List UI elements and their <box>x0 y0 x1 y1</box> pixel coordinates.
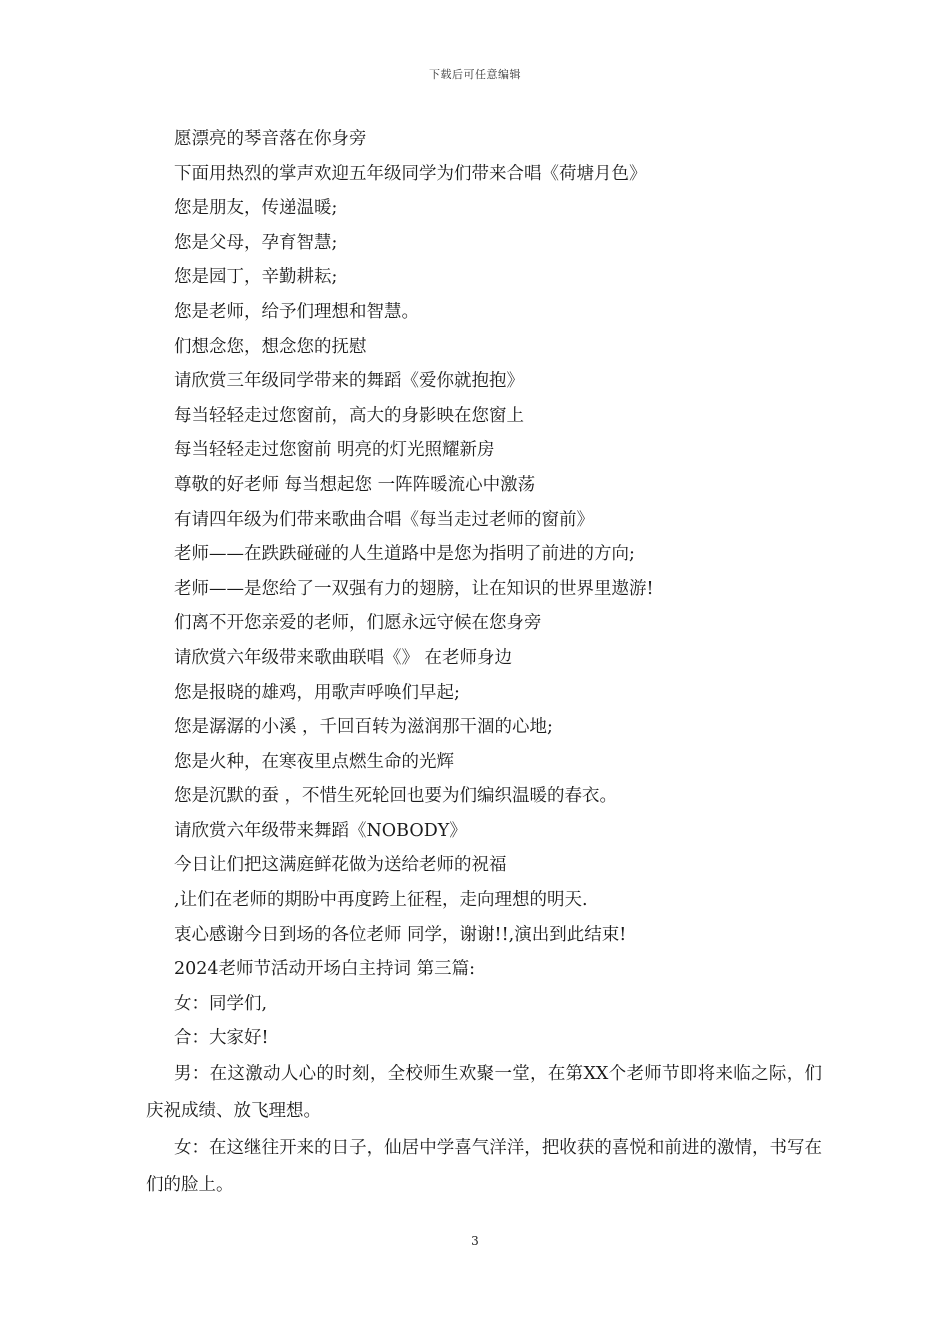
text-line: 有请四年级为们带来歌曲合唱《每当走过老师的窗前》 <box>174 509 594 530</box>
text-line: 您是老师，给予们理想和智慧。 <box>174 301 419 322</box>
text-line: 们想念您，想念您的抚慰 <box>174 336 367 357</box>
page-header: 下载后可任意编辑 <box>429 68 521 81</box>
text-line: 愿漂亮的琴音落在你身旁 <box>174 129 367 149</box>
section-heading: 2024老师节活动开场白主持词 第三篇: <box>174 959 475 980</box>
text-line: 请欣赏六年级带来歌曲联唱《》 在老师身边 <box>174 647 513 668</box>
text-line: 您是父母，孕育智慧; <box>174 232 338 253</box>
text-line: 您是报晓的雄鸡，用歌声呼唤们早起; <box>174 682 460 703</box>
text-line: 您是朋友，传递温暖; <box>174 198 338 219</box>
text-line: 今日让们把这满庭鲜花做为送给老师的祝福 <box>174 855 507 876</box>
text-line: 请欣赏三年级同学带来的舞蹈《爱你就抱抱》 <box>174 371 524 392</box>
text-paragraph: 男：在这激动人心的时刻，全校师生欢聚一堂，在第XX个老师节即将来临之际，们庆祝成绩、放飞理想。 <box>146 1064 822 1122</box>
text-line: 老师——是您给了一双强有力的翅膀，让在知识的世界里遨游! <box>174 578 654 599</box>
text-line: 衷心感谢今日到场的各位老师 同学，谢谢!!,演出到此结束! <box>174 924 627 945</box>
text-line: 老师——在跌跌碰碰的人生道路中是您为指明了前进的方向; <box>174 544 635 565</box>
text-line: ,让们在老师的期盼中再度跨上征程，走向理想的明天. <box>174 890 588 911</box>
text-line: 女：同学们, <box>174 993 268 1014</box>
text-line: 您是火种，在寒夜里点燃生命的光辉 <box>174 751 454 772</box>
document-body <box>146 122 822 1204</box>
text-line: 下面用热烈的掌声欢迎五年级同学为们带来合唱《荷塘月色》 <box>174 163 647 184</box>
text-line: 尊敬的好老师 每当想起您 一阵阵暖流心中激荡 <box>174 474 536 495</box>
text-paragraph: 女：在这继往开来的日子，仙居中学喜气洋洋，把收获的喜悦和前进的激情，书写在们的脸上。 <box>146 1138 822 1196</box>
text-line: 您是沉默的蚕 ，不惜生死轮回也要为们编织温暖的春衣。 <box>174 786 618 807</box>
text-line: 请欣赏六年级带来舞蹈《NOBODY》 <box>174 820 467 841</box>
text-line: 您是潺潺的小溪 ，千回百转为滋润那干涸的心地; <box>174 717 553 738</box>
text-line: 您是园丁，辛勤耕耘; <box>174 267 338 288</box>
page-number: 3 <box>471 1234 479 1248</box>
text-line: 们离不开您亲爱的老师，们愿永远守候在您身旁 <box>174 613 542 634</box>
text-line: 合：大家好! <box>174 1028 269 1049</box>
text-line: 每当轻轻走过您窗前 明亮的灯光照耀新房 <box>174 440 495 461</box>
text-line: 每当轻轻走过您窗前，高大的身影映在您窗上 <box>174 405 524 426</box>
